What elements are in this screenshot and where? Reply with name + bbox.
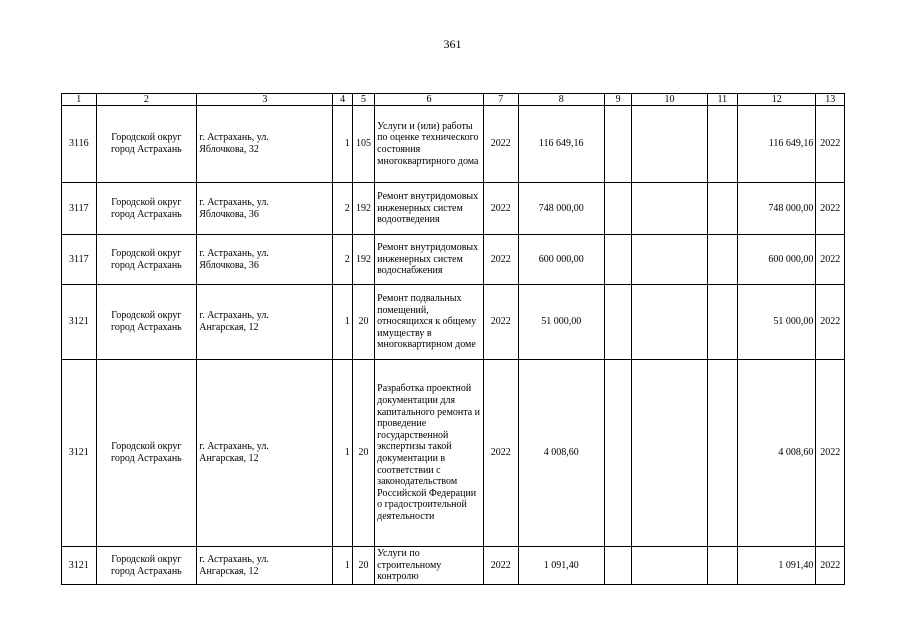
municipality-line: город Астрахань (111, 565, 182, 577)
municipality-line: Городской округ (111, 247, 182, 259)
total-cell: 600 000,00 (738, 235, 816, 285)
column-header: 3 (197, 94, 333, 106)
col5-cell: 20 (352, 285, 374, 360)
amount-cell: 51 000,00 (518, 285, 604, 360)
column-header: 11 (707, 94, 738, 106)
empty-cell (604, 285, 631, 360)
address-cell (197, 183, 333, 235)
work-type-cell: Ремонт внутридомовых инженерных систем водоотведения (375, 183, 484, 235)
capital-repair-table (61, 93, 845, 585)
total-cell: 51 000,00 (738, 285, 816, 360)
empty-cell (707, 106, 738, 183)
col4-cell: 1 (333, 285, 352, 360)
empty-cell (604, 235, 631, 285)
address-line: Ангарская, 12 (199, 453, 259, 464)
address-line: г. Астрахань, ул. (199, 247, 269, 259)
total-cell: 1 091,40 (738, 547, 816, 585)
year-cell: 2022 (483, 360, 518, 547)
table-row (62, 235, 845, 285)
amount-cell: 4 008,60 (518, 360, 604, 547)
page-number: 361 (443, 37, 462, 51)
end-year-cell: 2022 (816, 235, 845, 285)
work-type-cell: Ремонт подвальных помещений, относящихся к общему имуществу в многоквартирном доме (375, 285, 484, 360)
row-id: 3121 (62, 547, 97, 585)
work-type-cell: Услуги и (или) работы по оценке технического состояния многоквартирного дома (375, 106, 484, 183)
address-line: Яблочкова, 36 (199, 259, 259, 271)
empty-cell (632, 285, 707, 360)
municipality-line: город Астрахань (111, 259, 182, 271)
municipality-line: Городской округ (111, 196, 182, 208)
empty-cell (632, 235, 707, 285)
end-year-cell: 2022 (816, 106, 845, 183)
year-cell: 2022 (483, 183, 518, 235)
address-cell (197, 235, 333, 285)
year-cell: 2022 (483, 235, 518, 285)
end-year-cell: 2022 (816, 547, 845, 585)
row-id: 3117 (62, 183, 97, 235)
col5-cell: 20 (352, 547, 374, 585)
amount-cell: 1 091,40 (518, 547, 604, 585)
column-header: 7 (483, 94, 518, 106)
address-cell (197, 547, 333, 585)
col4-cell: 1 (333, 360, 352, 547)
work-type-cell: Разработка проектной документации для капитального ремонта и проведение государственной экспертизы такой документации в соответствии с законодательством Российской Федерации о градостроительной деятельности (375, 360, 484, 547)
municipality-cell (96, 235, 197, 285)
municipality-cell (96, 285, 197, 360)
work-type-cell: Ремонт внутридомовых инженерных систем водоснабжения (375, 235, 484, 285)
municipality-line: Городской округ (111, 441, 182, 453)
end-year-cell: 2022 (816, 360, 845, 547)
empty-cell (632, 183, 707, 235)
empty-cell (707, 183, 738, 235)
col5-cell: 192 (352, 235, 374, 285)
work-type-cell: Услуги по строительному контролю (375, 547, 484, 585)
empty-cell (604, 183, 631, 235)
table-row (62, 183, 845, 235)
column-header: 8 (518, 94, 604, 106)
column-header: 2 (96, 94, 197, 106)
column-header: 5 (352, 94, 374, 106)
municipality-line: город Астрахань (111, 144, 182, 155)
col5-cell: 20 (352, 360, 374, 547)
column-header: 10 (632, 94, 707, 106)
municipality-cell (96, 183, 197, 235)
empty-cell (632, 106, 707, 183)
municipality-line: Городской округ (111, 553, 182, 565)
total-cell: 116 649,16 (738, 106, 816, 183)
address-cell (197, 285, 333, 360)
address-cell (197, 106, 333, 183)
amount-cell: 600 000,00 (518, 235, 604, 285)
municipality-line: город Астрахань (111, 208, 182, 220)
municipality-cell (96, 547, 197, 585)
address-line: г. Астрахань, ул. (199, 553, 269, 565)
empty-cell (707, 547, 738, 585)
col5-cell: 192 (352, 183, 374, 235)
table-row (62, 360, 845, 547)
municipality-cell (96, 106, 197, 183)
column-header: 1 (62, 94, 97, 106)
empty-cell (707, 285, 738, 360)
total-cell: 748 000,00 (738, 183, 816, 235)
address-line: г. Астрахань, ул. (199, 196, 269, 208)
address-line: г. Астрахань, ул. (199, 132, 269, 144)
table-row (62, 285, 845, 360)
empty-cell (604, 360, 631, 547)
column-number-header-row (62, 94, 845, 106)
amount-cell: 116 649,16 (518, 106, 604, 183)
empty-cell (707, 235, 738, 285)
col4-cell: 2 (333, 235, 352, 285)
col4-cell: 1 (333, 106, 352, 183)
empty-cell (604, 106, 631, 183)
empty-cell (707, 360, 738, 547)
address-line: Яблочкова, 32 (199, 144, 259, 155)
year-cell: 2022 (483, 285, 518, 360)
address-line: Ангарская, 12 (199, 322, 259, 333)
empty-cell (632, 360, 707, 547)
row-id: 3116 (62, 106, 97, 183)
end-year-cell: 2022 (816, 285, 845, 360)
row-id: 3121 (62, 285, 97, 360)
table-row (62, 547, 845, 585)
row-id: 3121 (62, 360, 97, 547)
municipality-line: город Астрахань (111, 453, 182, 464)
empty-cell (632, 547, 707, 585)
col4-cell: 2 (333, 183, 352, 235)
municipality-cell (96, 360, 197, 547)
municipality-line: Городской округ (111, 310, 182, 322)
column-header: 6 (375, 94, 484, 106)
col4-cell: 1 (333, 547, 352, 585)
column-header: 9 (604, 94, 631, 106)
row-id: 3117 (62, 235, 97, 285)
year-cell: 2022 (483, 106, 518, 183)
col5-cell: 105 (352, 106, 374, 183)
municipality-line: Городской округ (111, 132, 182, 144)
end-year-cell: 2022 (816, 183, 845, 235)
column-header: 4 (333, 94, 352, 106)
address-line: г. Астрахань, ул. (199, 310, 269, 322)
address-cell (197, 360, 333, 547)
total-cell: 4 008,60 (738, 360, 816, 547)
column-header: 12 (738, 94, 816, 106)
address-line: Яблочкова, 36 (199, 208, 259, 220)
empty-cell (604, 547, 631, 585)
column-header: 13 (816, 94, 845, 106)
amount-cell: 748 000,00 (518, 183, 604, 235)
table-row (62, 106, 845, 183)
municipality-line: город Астрахань (111, 322, 182, 333)
year-cell: 2022 (483, 547, 518, 585)
address-line: Ангарская, 12 (199, 565, 259, 577)
address-line: г. Астрахань, ул. (199, 441, 269, 453)
